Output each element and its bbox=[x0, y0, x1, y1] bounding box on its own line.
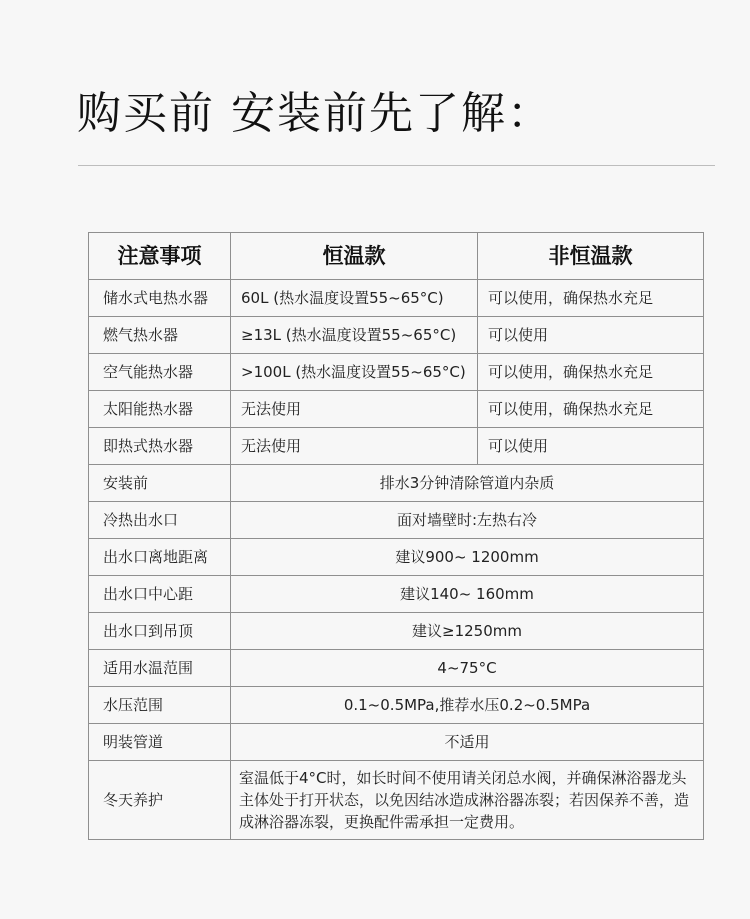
row-item: 出水口离地距离 bbox=[89, 539, 231, 576]
row-value: 建议140~ 160mm bbox=[231, 576, 704, 613]
table-row bbox=[89, 613, 704, 650]
row-non-constant: 可以使用 bbox=[478, 428, 704, 465]
table-row bbox=[89, 576, 704, 613]
table-row bbox=[89, 650, 704, 687]
row-non-constant: 可以使用 bbox=[478, 317, 704, 354]
winter-care-note: 室温低于4°C时，如长时间不使用请关闭总水阀，并确保淋浴器龙头主体处于打开状态，以免因结冰造成淋浴器冻裂；若因保养不善，造成淋浴器冻裂，更换配件需承担一定费用。 bbox=[231, 761, 704, 840]
row-non-constant: 可以使用，确保热水充足 bbox=[478, 354, 704, 391]
header-constant: 恒温款 bbox=[231, 233, 478, 280]
row-item: 冬天养护 bbox=[89, 761, 231, 840]
row-item: 太阳能热水器 bbox=[89, 391, 231, 428]
table-row bbox=[89, 280, 704, 317]
row-item: 即热式热水器 bbox=[89, 428, 231, 465]
row-value: 0.1~0.5MPa,推荐水压0.2~0.5MPa bbox=[231, 687, 704, 724]
row-constant: ≥13L (热水温度设置55~65°C) bbox=[231, 317, 478, 354]
table-row bbox=[89, 391, 704, 428]
row-non-constant: 可以使用，确保热水充足 bbox=[478, 391, 704, 428]
table-header-row bbox=[89, 233, 704, 280]
table-row bbox=[89, 465, 704, 502]
row-constant: 无法使用 bbox=[231, 428, 478, 465]
header-item: 注意事项 bbox=[89, 233, 231, 280]
row-item: 明装管道 bbox=[89, 724, 231, 761]
table-row bbox=[89, 502, 704, 539]
row-item: 储水式电热水器 bbox=[89, 280, 231, 317]
row-value: 4~75°C bbox=[231, 650, 704, 687]
row-item: 安装前 bbox=[89, 465, 231, 502]
table-row bbox=[89, 317, 704, 354]
row-item: 水压范围 bbox=[89, 687, 231, 724]
row-value: 排水3分钟清除管道内杂质 bbox=[231, 465, 704, 502]
row-value: 不适用 bbox=[231, 724, 704, 761]
row-value: 建议900~ 1200mm bbox=[231, 539, 704, 576]
row-item: 冷热出水口 bbox=[89, 502, 231, 539]
row-value: 面对墙壁时:左热右冷 bbox=[231, 502, 704, 539]
row-value: 建议≥1250mm bbox=[231, 613, 704, 650]
title-divider bbox=[78, 165, 715, 166]
table-row bbox=[89, 539, 704, 576]
table-row bbox=[89, 724, 704, 761]
row-item: 出水口到吊顶 bbox=[89, 613, 231, 650]
row-constant: 无法使用 bbox=[231, 391, 478, 428]
page-title: 购买前 安装前先了解： bbox=[77, 88, 553, 139]
row-constant: >100L (热水温度设置55~65°C) bbox=[231, 354, 478, 391]
row-constant: 60L (热水温度设置55~65°C) bbox=[231, 280, 478, 317]
row-non-constant: 可以使用，确保热水充足 bbox=[478, 280, 704, 317]
row-item: 燃气热水器 bbox=[89, 317, 231, 354]
row-item: 空气能热水器 bbox=[89, 354, 231, 391]
table-row bbox=[89, 354, 704, 391]
table-row bbox=[89, 687, 704, 724]
table-row bbox=[89, 428, 704, 465]
row-item: 出水口中心距 bbox=[89, 576, 231, 613]
header-non-constant: 非恒温款 bbox=[478, 233, 704, 280]
spec-table bbox=[88, 232, 704, 840]
table-row-winter bbox=[89, 761, 704, 840]
row-item: 适用水温范围 bbox=[89, 650, 231, 687]
